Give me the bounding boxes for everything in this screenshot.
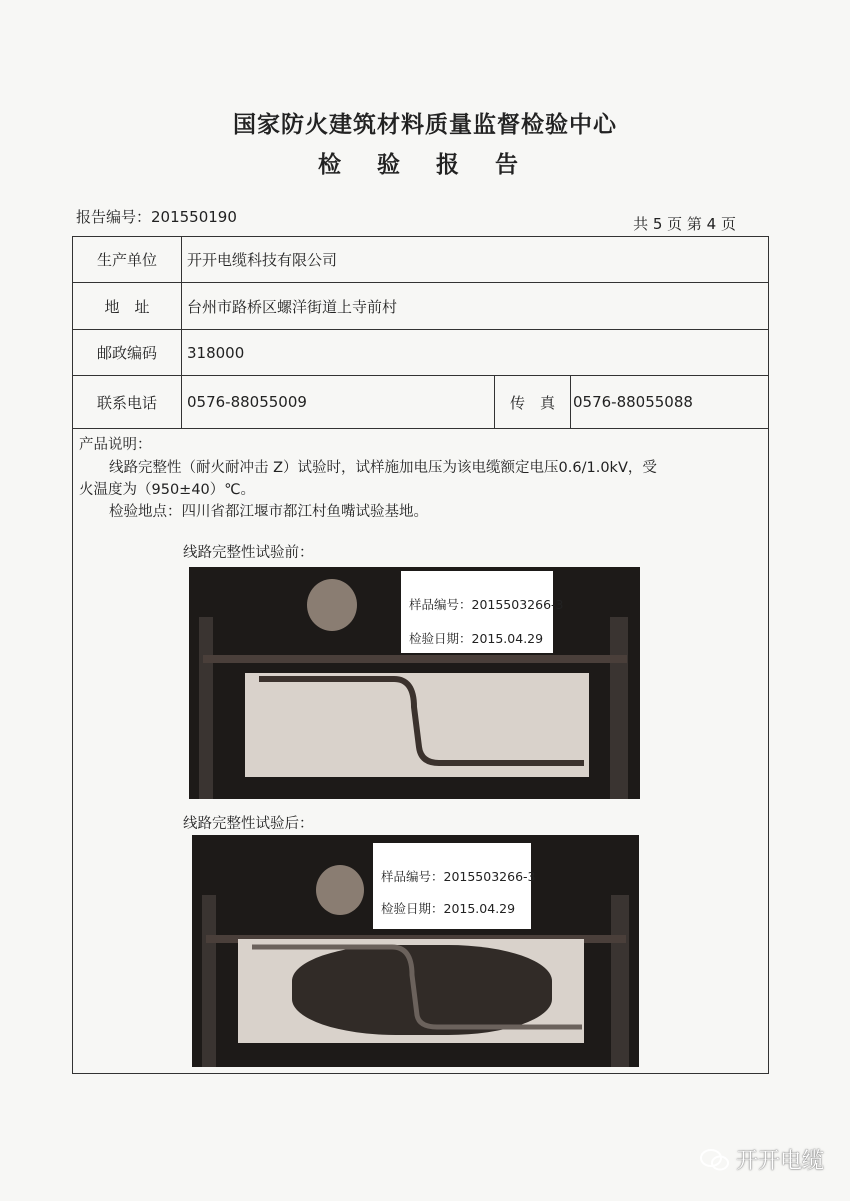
row-address <box>73 283 768 330</box>
desc-line1: 线路完整性（耐火耐冲击 Z）试验时，试样施加电压为该电缆额定电压0.6/1.0kV，受 <box>109 460 657 476</box>
label-fax: 传 真 <box>495 376 571 428</box>
doc-title: 检 验 报 告 <box>317 152 533 178</box>
photo-after <box>192 835 639 1067</box>
report-number: 报告编号：201550190 <box>76 208 237 226</box>
label-phone: 联系电话 <box>73 376 182 428</box>
label-postcode: 邮政编码 <box>73 330 182 375</box>
photo-before-label <box>401 571 564 653</box>
photo-before-caption: 线路完整性试验前： <box>183 545 314 561</box>
value-postcode: 318000 <box>187 343 245 362</box>
row-producer <box>73 237 768 283</box>
report-form <box>72 236 769 1074</box>
row-phone <box>73 376 768 429</box>
photo-before-sample-no: 样品编号：2015503266-3 <box>409 597 564 612</box>
desc-line3: 检验地点：四川省都江堰市都江村鱼嘴试验基地。 <box>109 504 428 520</box>
watermark <box>700 1144 824 1175</box>
desc-line2: 火温度为（950±40）℃。 <box>79 482 256 498</box>
photo-before-date: 检验日期：2015.04.29 <box>409 631 544 646</box>
photo-after-label <box>373 843 536 929</box>
photo-after-caption: 线路完整性试验后： <box>183 816 314 832</box>
page-info: 共 5 页 第 4 页 <box>633 215 736 233</box>
photo-after-sample-no: 样品编号：2015503266-3 <box>381 869 536 884</box>
label-address: 地 址 <box>73 283 182 329</box>
value-fax: 0576-88055088 <box>573 393 693 411</box>
row-postcode <box>73 330 768 376</box>
value-address: 台州市路桥区螺洋街道上寺前村 <box>187 297 398 316</box>
watermark-text: 开开电缆 <box>735 1149 824 1174</box>
desc-heading: 产品说明： <box>79 437 152 453</box>
value-phone: 0576-88055009 <box>185 376 495 428</box>
label-producer: 生产单位 <box>73 237 182 282</box>
photo-after-date: 检验日期：2015.04.29 <box>381 901 516 916</box>
photo-before <box>189 567 640 799</box>
value-producer: 开开电缆科技有限公司 <box>187 251 338 269</box>
wechat-icon <box>700 1148 730 1172</box>
org-title: 国家防火建筑材料质量监督检验中心 <box>233 112 617 138</box>
